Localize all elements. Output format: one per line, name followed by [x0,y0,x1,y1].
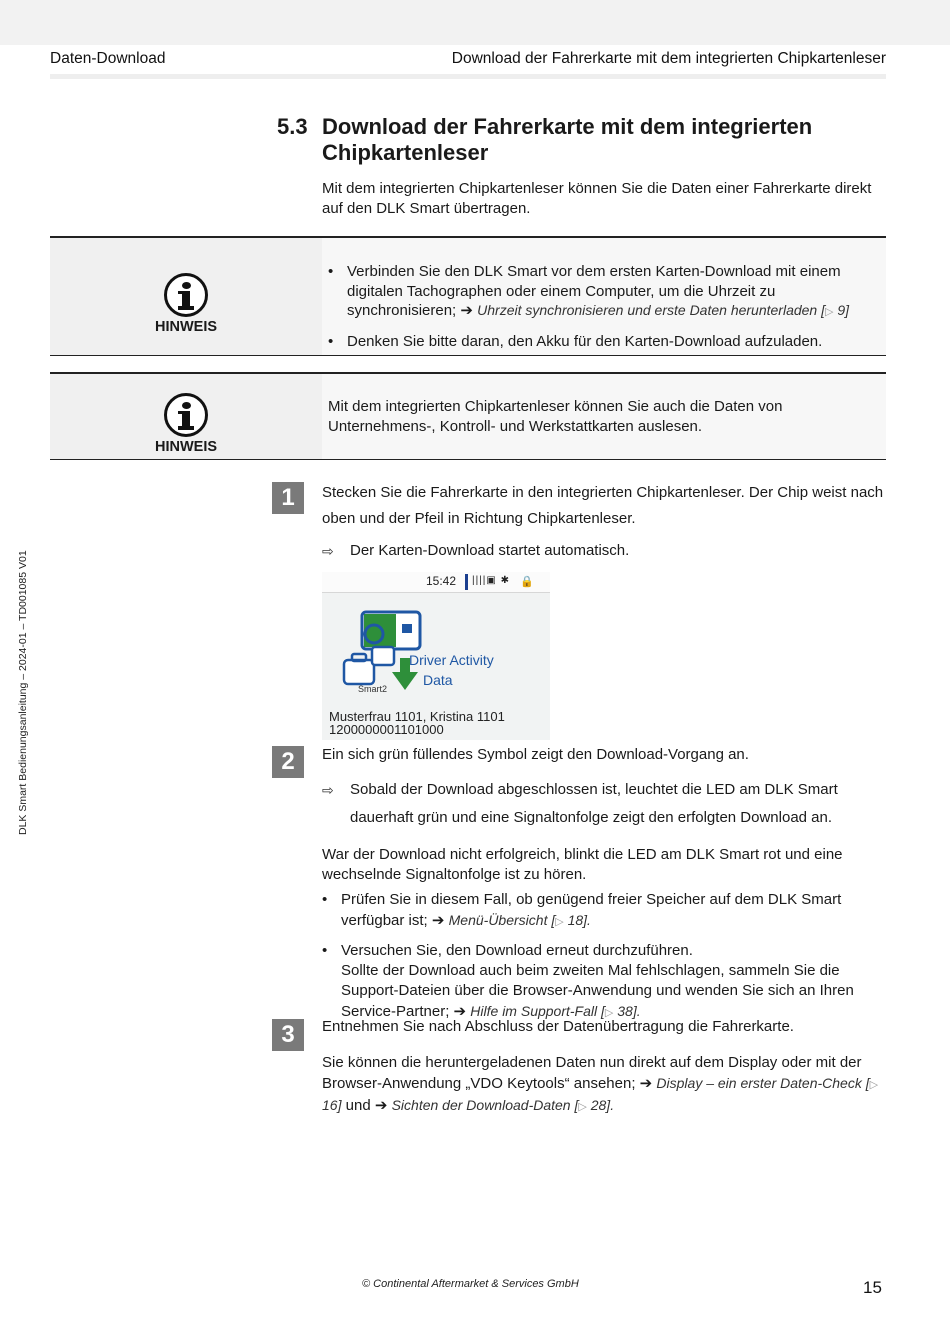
download-arrow-icon [392,672,418,690]
arrow-right-icon: ➔ [374,1097,388,1114]
result-arrow-icon: ⇨ [322,782,334,798]
page-number: 15 [863,1278,882,1297]
header-section-title: Download der Fahrerkarte mit dem integrierten Chipkartenleser [451,50,886,67]
cross-reference-link[interactable]: Menü-Übersicht [▷ 18]. [448,912,591,928]
note-body [328,262,878,360]
step-number-2: 2 [272,746,304,778]
note-box-2 [50,372,886,460]
cross-reference-link[interactable]: Display – ein erster Daten-Check [▷ 16] [322,1075,879,1113]
note-box-1 [50,236,886,356]
bullet-text: Denken Sie bitte daran, den Akku für den Karten-Download aufzuladen. [347,332,823,350]
step-1-result: ⇨ Der Karten-Download startet automatisch. [322,537,886,565]
failure-list [322,890,886,1032]
list-item: • Verbinden Sie den DLK Smart vor dem ersten Karten-Download mit einem digitalen Tachographen oder einem Computer, um die Uhrzeit zu synchronisieren; ➔ Uhrzeit synchronisieren und erste Daten herunterladen [▷ 9] [328,263,850,319]
list-item: • Versuchen Sie, den Download erneut durchzuführen. Sollte der Download auch beim zweiten Mal fehlschlagen, sammeln Sie die Support-Dateien über die Browser-Anwendung und wenden Sie sich an Ihren Service-Partner; ➔ Hilfe im Support-Fall [▷ 38]. [322,942,854,1020]
arrow-right-icon: ➔ [431,912,445,929]
note-label: HINWEIS [154,439,218,455]
page-triangle-icon: ▷ [555,916,564,928]
step-2-text: Ein sich grün füllendes Symbol zeigt den Download-Vorgang an. [322,746,749,763]
page-triangle-icon: ▷ [825,306,834,318]
status-icons: ||||▣ ✱ [472,575,510,586]
cross-reference-link[interactable]: Sichten der Download-Daten [▷ 28]. [391,1097,615,1113]
footer-copyright: © Continental Aftermarket & Services GmbH [362,1278,579,1290]
briefcase-icon [344,660,374,684]
device-icon [372,647,394,665]
sidebar-document-id: DLK Smart Bedienungsanleitung – 2024-01 – TD001085 V01 [17,550,29,835]
card-chip [402,624,412,633]
info-icon [164,393,208,437]
failure-text: War der Download nicht erfolgreich, blinkt die LED am DLK Smart rot und eine wechselnde Signaltonfolge ist zu hören. [322,846,843,883]
page-triangle-icon: ▷ [578,1101,587,1113]
screen-device-label: Smart2 [358,684,388,694]
info-icon [164,273,208,317]
page-triangle-icon: ▷ [604,1007,614,1019]
bullet-text: Verbinden Sie den DLK Smart vor dem ersten Karten-Download mit einem digitalen Tachographen oder einem Computer, um die Uhrzeit zu synchronisieren; [347,263,841,319]
closing-text: Sie können die heruntergeladenen Daten nun direkt auf dem Display oder mit der Browser-Anwendung „VDO Keytools“ ansehen; ➔ Display – ein erster Daten-Check [▷ 16] und ➔ Sichten der Download-Daten [▷ 28]. [322,1054,879,1114]
list-item: • Prüfen Sie in diesem Fall, ob genügend freier Speicher auf dem DLK Smart verfügbar ist; ➔ Menü-Übersicht [▷ 18]. [322,891,842,929]
top-bar [0,0,950,45]
cross-reference-link[interactable]: Hilfe im Support-Fall [▷ 38]. [470,1003,641,1019]
header-chapter: Daten-Download [50,50,166,67]
note-label: HINWEIS [154,319,218,335]
screen-card-holder: Musterfrau 1101, Kristina 1101 [329,709,505,724]
section-title: Download der Fahrerkarte mit dem integrierten Chipkartenleser [322,114,813,165]
step-2-result: ⇨ Sobald der Download abgeschlossen ist, leuchtet die LED am DLK Smart dauerhaft grün und eine Signaltonfolge zeigt den erfolgten Download an. [322,776,886,832]
step-number-1: 1 [272,482,304,514]
lock-icon: 🔒 [520,576,534,588]
section-number: 5.3 [277,114,308,139]
note-body: Mit dem integrierten Chipkartenleser können Sie auch die Daten von Unternehmens-, Kontroll- und Werkstattkarten auslesen. [328,398,783,435]
list-item: • Denken Sie bitte daran, den Akku für den Karten-Download aufzuladen. [328,332,823,350]
screen-time: 15:42 [426,574,457,588]
header-rule [50,74,886,79]
cross-reference-link[interactable]: Uhrzeit synchronisieren und erste Daten herunterladen [▷ 9] [477,302,850,318]
arrow-right-icon: ➔ [639,1075,653,1092]
step-1-text: Stecken Sie die Fahrerkarte in den integrierten Chipkartenleser. Der Chip weist nach oben und der Pfeil in Richtung Chipkartenleser. [322,484,884,527]
screen-card-number: 1200000001101000 [329,722,444,737]
section-intro: Mit dem integrierten Chipkartenleser können Sie die Daten einer Fahrerkarte direkt auf den DLK Smart übertragen. [322,180,872,217]
step-3-text: Entnehmen Sie nach Abschluss der Datenübertragung die Fahrerkarte. [322,1018,794,1035]
arrow-right-icon: ➔ [460,302,473,319]
screen-title-line-2: Data [423,672,453,688]
result-arrow-icon: ⇨ [322,543,334,559]
screen-title-line-1: Driver Activity [409,652,494,668]
page-triangle-icon: ▷ [869,1079,879,1091]
step-number-3: 3 [272,1019,304,1051]
arrow-right-icon: ➔ [453,1003,467,1020]
device-screen-image [322,572,550,740]
